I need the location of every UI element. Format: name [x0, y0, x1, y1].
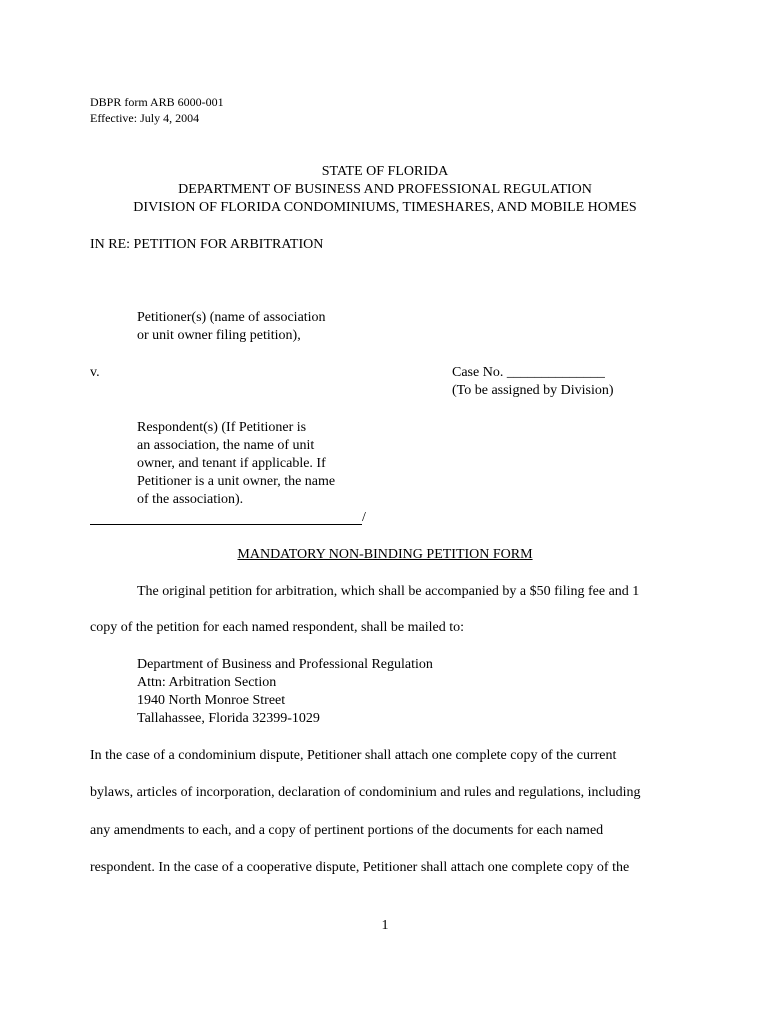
caption-underline	[90, 524, 362, 525]
respondent-line-1: Respondent(s) (If Petitioner is	[137, 420, 307, 435]
respondent-line-4: Petitioner is a unit owner, the name	[137, 474, 336, 489]
form-title: MANDATORY NON-BINDING PETITION FORM	[237, 547, 533, 562]
petitioner-line-2: or unit owner filing petition),	[137, 328, 301, 343]
body-line-4: respondent. In the case of a cooperative dispute, Petitioner shall attach one complete copy of the	[90, 860, 630, 875]
intro-line-2: copy of the petition for each named respondent, shall be mailed to:	[90, 620, 464, 635]
title-division: DIVISION OF FLORIDA CONDOMINIUMS, TIMESHARES, AND MOBILE HOMES	[133, 200, 637, 215]
respondent-line-2: an association, the name of unit	[137, 438, 315, 453]
address-line-4: Tallahassee, Florida 32399-1029	[137, 711, 320, 726]
intro-line-1: The original petition for arbitration, which shall be accompanied by a $50 filing fee and 1	[137, 584, 640, 599]
respondent-line-5: of the association).	[137, 492, 244, 507]
title-state: STATE OF FLORIDA	[321, 164, 449, 179]
effective-date: Effective: July 4, 2004	[90, 111, 200, 125]
versus: v.	[90, 365, 100, 380]
page-number: 1	[381, 918, 389, 933]
address-line-2: Attn: Arbitration Section	[137, 675, 277, 690]
petitioner-line-1: Petitioner(s) (name of association	[137, 310, 326, 325]
form-id: DBPR form ARB 6000-001	[90, 95, 224, 109]
respondent-line-3: owner, and tenant if applicable. If	[137, 456, 326, 471]
in-re-heading: IN RE: PETITION FOR ARBITRATION	[90, 237, 324, 252]
body-line-2: bylaws, articles of incorporation, declaration of condominium and rules and regulations, including	[90, 785, 641, 800]
title-department: DEPARTMENT OF BUSINESS AND PROFESSIONAL REGULATION	[178, 182, 592, 197]
caption-slash: /	[362, 510, 366, 525]
address-line-3: 1940 North Monroe Street	[137, 693, 286, 708]
body-line-1: In the case of a condominium dispute, Petitioner shall attach one complete copy of the current	[90, 748, 617, 763]
address-line-1: Department of Business and Professional Regulation	[137, 657, 433, 672]
body-line-3: any amendments to each, and a copy of pertinent portions of the documents for each named	[90, 823, 604, 838]
case-number-field: Case No. ______________	[452, 365, 605, 380]
case-number-note: (To be assigned by Division)	[452, 383, 614, 398]
